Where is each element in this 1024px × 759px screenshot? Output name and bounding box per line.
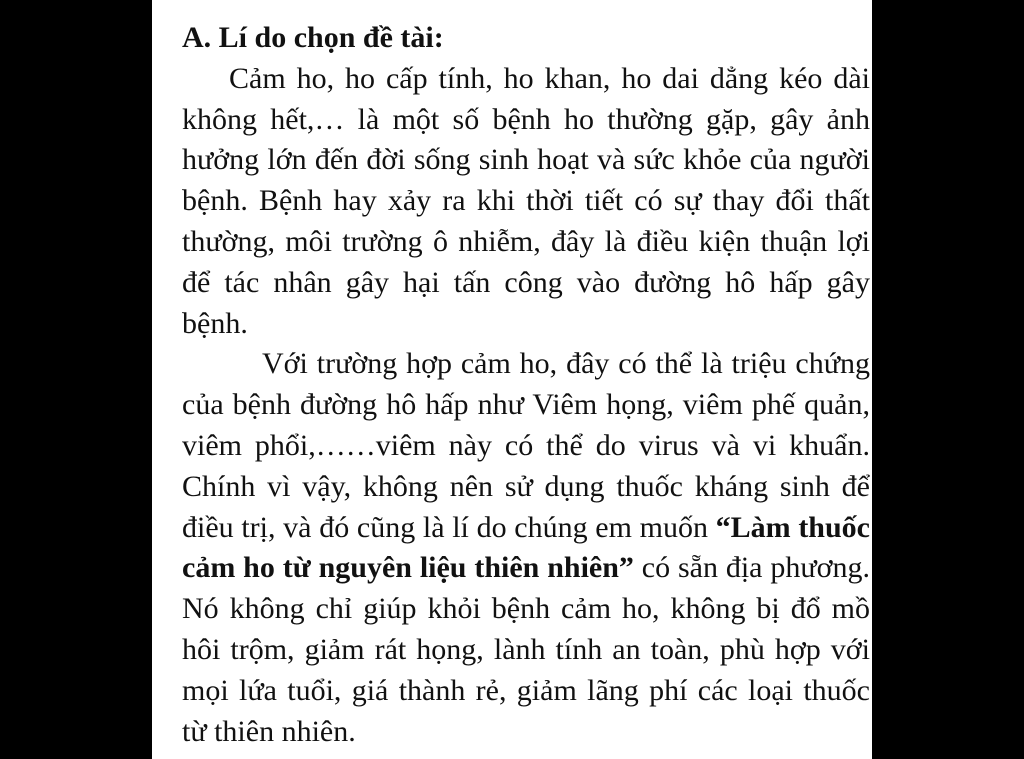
section-heading: A. Lí do chọn đề tài: <box>182 21 444 54</box>
document-page <box>152 0 872 759</box>
document-body <box>182 18 870 752</box>
paragraph-2-text-before: Với trường hợp cảm ho, đây có thể là triệu chứng của bệnh đường hô hấp như Viêm họng, viêm phế quản, viêm phổi,……viêm này có thể do virus và vi khuẩn. Chính vì vậy, không nên sử dụng thuốc kháng sinh để điều trị, và đó cũng là lí do chúng em muốn <box>182 347 870 544</box>
paragraph-2-text-after: có sẵn địa phương. Nó không chỉ giúp khỏi bệnh cảm ho, không bị đổ mồ hôi trộm, giảm rát họng, lành tính an toàn, phù hợp với mọi lứa tuổi, giá thành rẻ, giảm lãng phí các loại thuốc từ thiên nhiên. <box>182 551 870 748</box>
paragraph-2 <box>182 344 870 752</box>
left-black-margin <box>0 0 152 759</box>
paragraph-1: Cảm ho, ho cấp tính, ho khan, ho dai dẳng kéo dài không hết,… là một số bệnh ho thường gặp, gây ảnh hưởng lớn đến đời sống sinh hoạt và sức khỏe của người bệnh. Bệnh hay xảy ra khi thời tiết có sự thay đổi thất thường, môi trường ô nhiễm, đây là điều kiện thuận lợi để tác nhân gây hại tấn công vào đường hô hấp gây bệnh. <box>182 61 870 340</box>
right-black-margin <box>872 0 1024 759</box>
project-title-quote: “Làm thuốc cảm ho từ nguyên liệu thiên nhiên” <box>182 510 870 585</box>
